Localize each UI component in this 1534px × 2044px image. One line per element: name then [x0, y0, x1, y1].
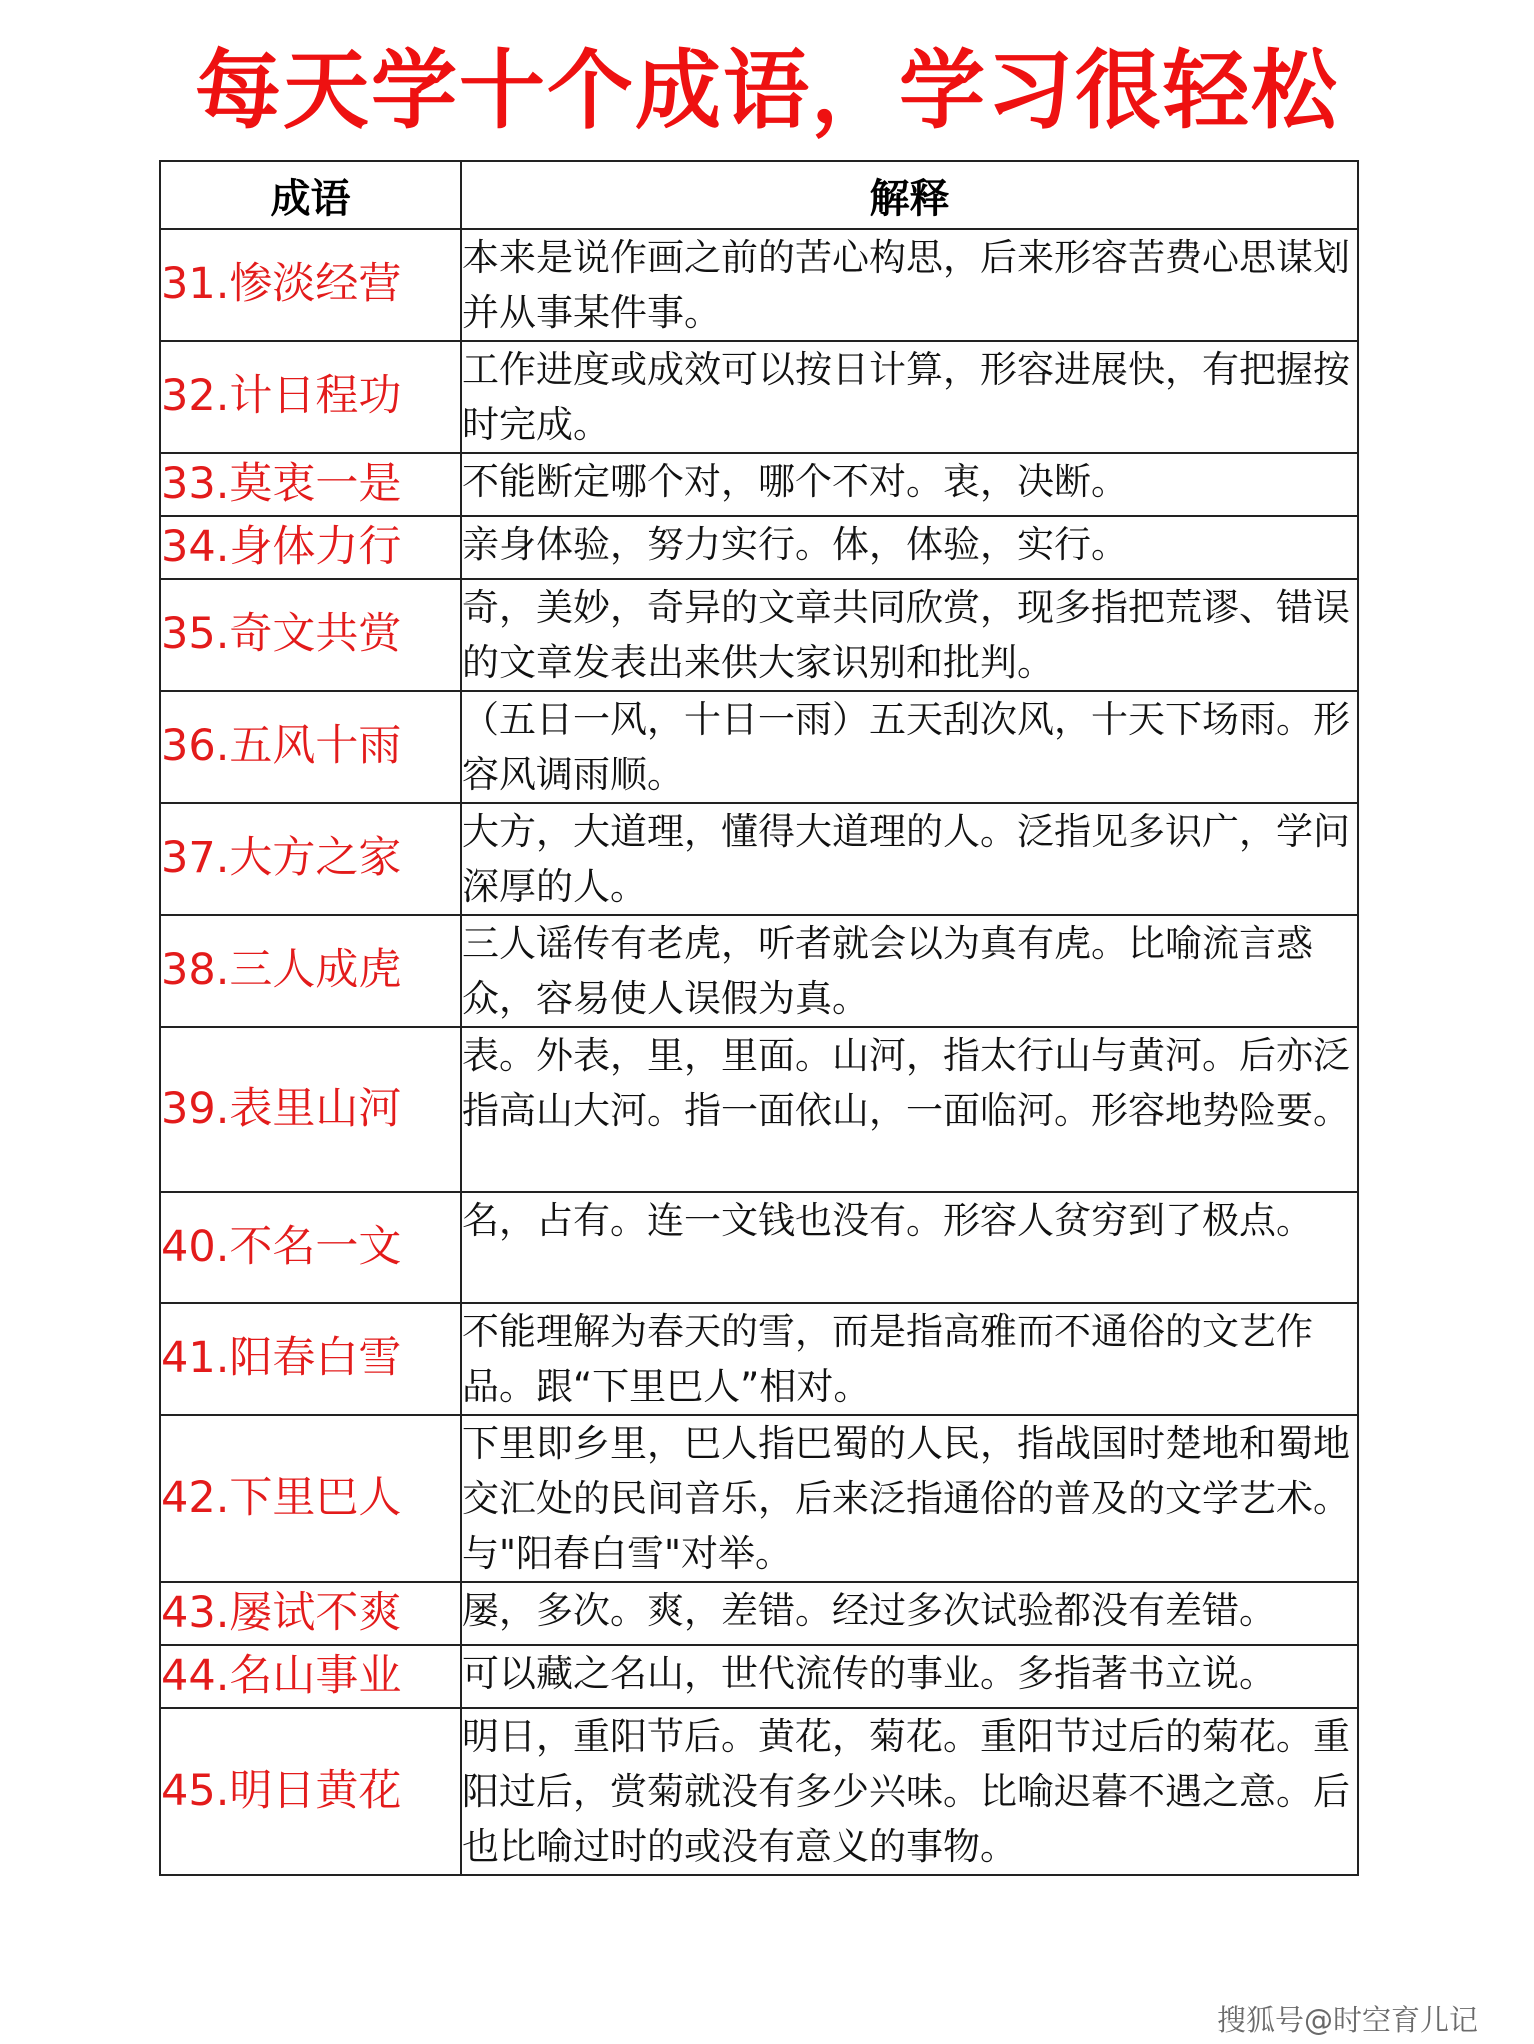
explanation-cell: 下里即乡里，巴人指巴蜀的人民，指战国时楚地和蜀地交汇处的民间音乐，后来泛指通俗的普及的文学艺术。与"阳春白雪"对举。 [461, 1415, 1358, 1582]
explanation-cell: 大方，大道理，懂得大道理的人。泛指见多识广，学问深厚的人。 [461, 803, 1358, 915]
idiom-cell: 42.下里巴人 [160, 1415, 461, 1582]
source-watermark: 搜狐号@时空育儿记 [1216, 2003, 1478, 2037]
table-row [160, 1645, 1358, 1708]
idiom-cell: 38.三人成虎 [160, 915, 461, 1027]
table-row [160, 1582, 1358, 1645]
table-row [160, 915, 1358, 1027]
table-row [160, 803, 1358, 915]
explanation-cell: 工作进度或成效可以按日计算，形容进展快，有把握按时完成。 [461, 341, 1358, 453]
idiom-cell: 44.名山事业 [160, 1645, 461, 1708]
idiom-cell: 36.五风十雨 [160, 691, 461, 803]
idiom-cell: 34.身体力行 [160, 516, 461, 579]
idiom-table [159, 160, 1359, 1876]
table-row [160, 1027, 1358, 1192]
idiom-cell: 37.大方之家 [160, 803, 461, 915]
explanation-cell: 本来是说作画之前的苦心构思，后来形容苦费心思谋划并从事某件事。 [461, 229, 1358, 341]
table-row [160, 453, 1358, 516]
table-row [160, 1303, 1358, 1415]
idiom-cell: 45.明日黄花 [160, 1708, 461, 1875]
idiom-cell: 39.表里山河 [160, 1027, 461, 1192]
explanation-cell: （五日一风，十日一雨）五天刮次风，十天下场雨。形容风调雨顺。 [461, 691, 1358, 803]
idiom-cell: 31.惨淡经营 [160, 229, 461, 341]
table-row [160, 691, 1358, 803]
table-row [160, 1415, 1358, 1582]
explanation-cell: 三人谣传有老虎，听者就会以为真有虎。比喻流言惑众，容易使人误假为真。 [461, 915, 1358, 1027]
explanation-cell: 不能理解为春天的雪，而是指高雅而不通俗的文艺作品。跟“下里巴人”相对。 [461, 1303, 1358, 1415]
table-row [160, 1192, 1358, 1303]
header-idiom: 成语 [160, 161, 461, 229]
idiom-cell: 32.计日程功 [160, 341, 461, 453]
table-row [160, 341, 1358, 453]
table-row [160, 1708, 1358, 1875]
idiom-cell: 40.不名一文 [160, 1192, 461, 1303]
table-header-row [160, 161, 1358, 229]
explanation-cell: 奇，美妙，奇异的文章共同欣赏，现多指把荒谬、错误的文章发表出来供大家识别和批判。 [461, 579, 1358, 691]
explanation-cell: 不能断定哪个对，哪个不对。衷，决断。 [461, 453, 1358, 516]
explanation-cell: 名，占有。连一文钱也没有。形容人贫穷到了极点。 [461, 1192, 1358, 1303]
idiom-cell: 43.屡试不爽 [160, 1582, 461, 1645]
page-title: 每天学十个成语，学习很轻松 [195, 41, 1339, 141]
idiom-cell: 35.奇文共赏 [160, 579, 461, 691]
table-row [160, 229, 1358, 341]
idiom-cell: 33.莫衷一是 [160, 453, 461, 516]
explanation-cell: 亲身体验，努力实行。体，体验，实行。 [461, 516, 1358, 579]
table-row [160, 579, 1358, 691]
explanation-cell: 明日，重阳节后。黄花，菊花。重阳节过后的菊花。重阳过后，赏菊就没有多少兴味。比喻迟暮不遇之意。后也比喻过时的或没有意义的事物。 [461, 1708, 1358, 1875]
explanation-cell: 屡，多次。爽，差错。经过多次试验都没有差错。 [461, 1582, 1358, 1645]
idiom-cell: 41.阳春白雪 [160, 1303, 461, 1415]
header-explanation: 解释 [461, 161, 1358, 229]
explanation-cell: 可以藏之名山，世代流传的事业。多指著书立说。 [461, 1645, 1358, 1708]
table-row [160, 516, 1358, 579]
explanation-cell: 表。外表，里，里面。山河，指太行山与黄河。后亦泛指高山大河。指一面依山，一面临河。形容地势险要。 [461, 1027, 1358, 1192]
